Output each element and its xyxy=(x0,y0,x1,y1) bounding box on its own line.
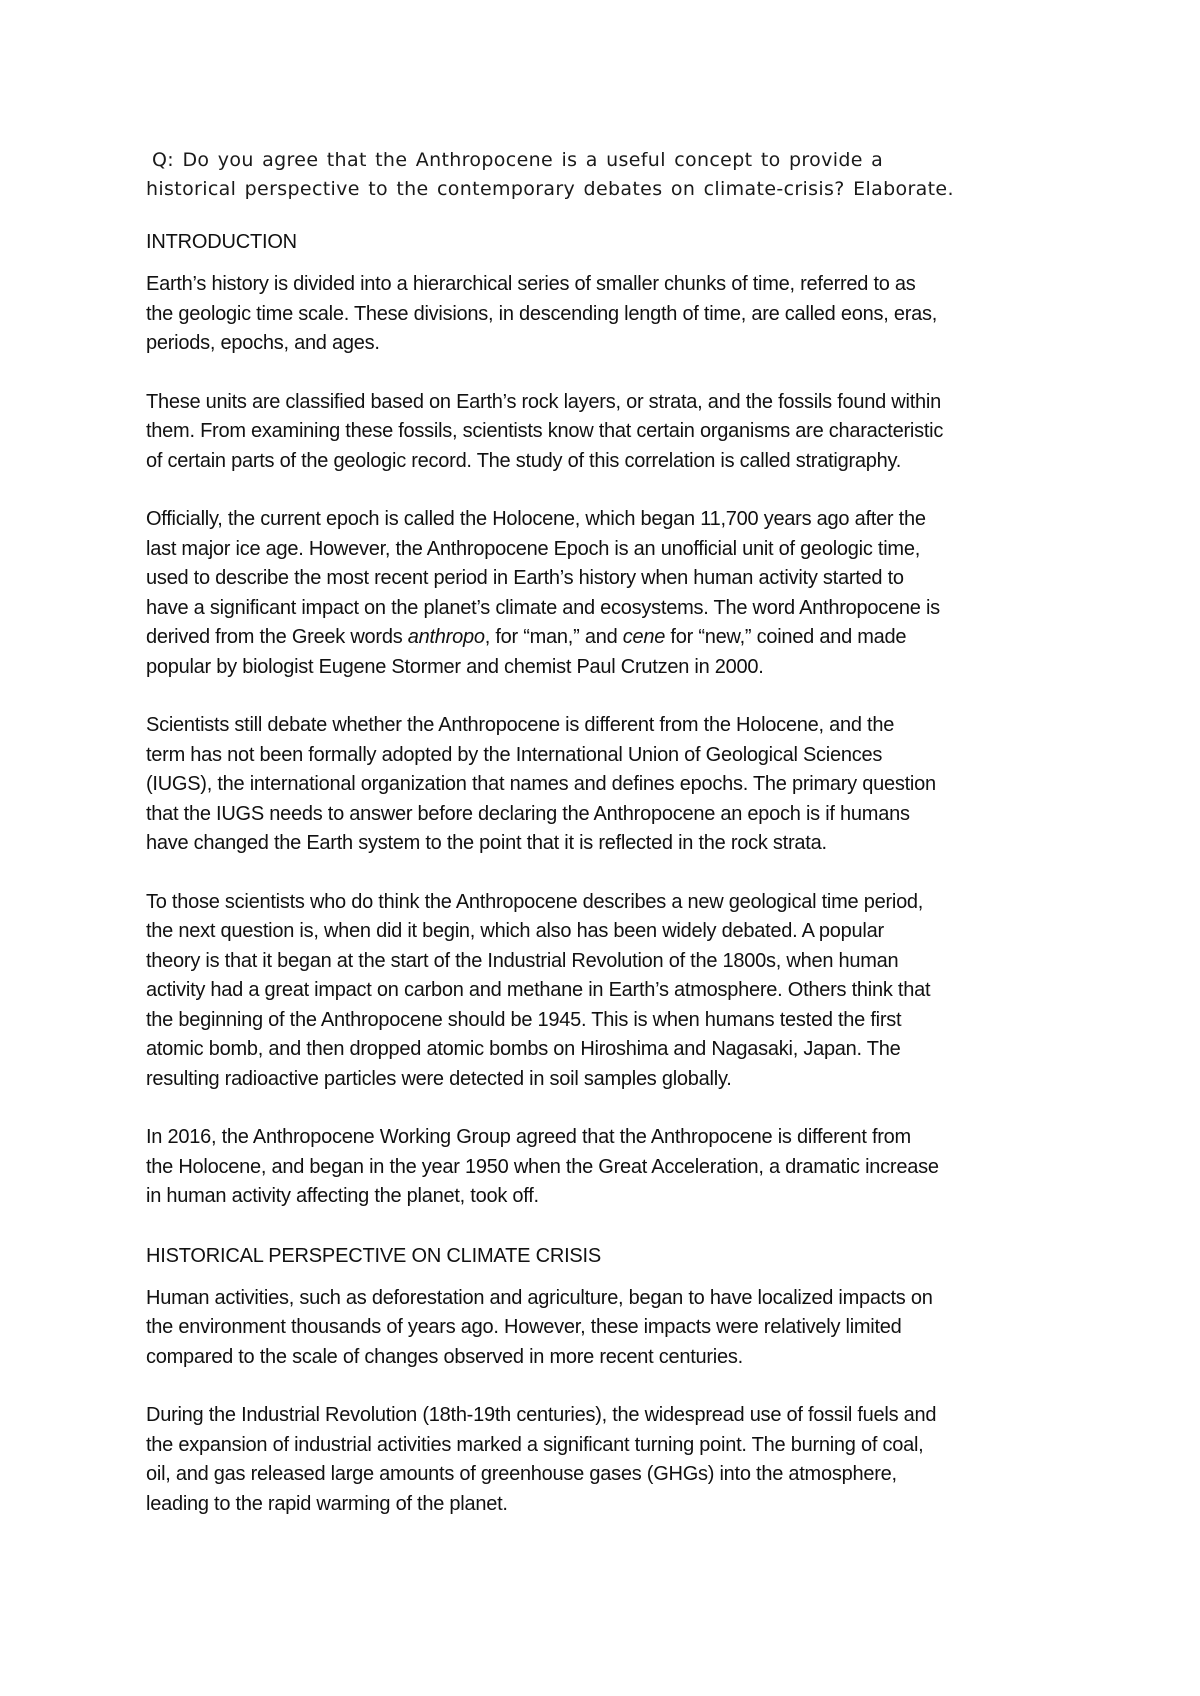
text-line: (IUGS), the international organization that names and defines epochs. The primary question xyxy=(146,773,936,795)
text-line: These units are classified based on Earth’s rock layers, or strata, and the fossils found within xyxy=(146,390,941,413)
text-line: periods, epochs, and ages. xyxy=(146,332,380,354)
text-line: Officially, the current epoch is called the Holocene, which began 11,700 years ago after the xyxy=(146,508,926,530)
section-heading-introduction: INTRODUCTION xyxy=(146,231,297,253)
text-line: the Holocene, and began in the year 1950 when the Great Acceleration, a dramatic increase xyxy=(146,1155,939,1178)
paragraph-iugs-debate xyxy=(146,711,1080,859)
text-line: activity had a great impact on carbon and methane in Earth’s atmosphere. Others think that xyxy=(146,979,931,1001)
italic-term-anthropo: anthropo xyxy=(407,626,485,648)
paragraph-geologic-time-scale xyxy=(146,270,1080,359)
text-line: resulting radioactive particles were detected in soil samples globally. xyxy=(146,1067,732,1090)
text-line: the environment thousands of years ago. However, these impacts were relatively limited xyxy=(146,1316,902,1338)
text-line: In 2016, the Anthropocene Working Group agreed that the Anthropocene is different from xyxy=(146,1126,911,1148)
text-line: the expansion of industrial activities marked a significant turning point. The burning of coal, xyxy=(146,1433,924,1456)
paragraph-holocene-anthropocene xyxy=(146,505,1080,682)
paragraph-beginning-debate xyxy=(146,888,1080,1095)
text-line: atomic bomb, and then dropped atomic bombs on Hiroshima and Nagasaki, Japan. The xyxy=(146,1038,901,1060)
text-line: the next question is, when did it begin, which also has been widely debated. A popular xyxy=(146,920,884,942)
paragraph-stratigraphy xyxy=(146,388,1080,477)
paragraph-industrial-revolution xyxy=(146,1401,1080,1519)
text-line: leading to the rapid warming of the planet. xyxy=(146,1492,508,1515)
text-line: in human activity affecting the planet, took off. xyxy=(146,1185,539,1207)
text-line: oil, and gas released large amounts of greenhouse gases (GHGs) into the atmosphere, xyxy=(146,1463,897,1485)
text-line: To those scientists who do think the Anthropocene describes a new geological time period, xyxy=(146,890,924,913)
question-text xyxy=(146,146,1080,204)
text-line: that the IUGS needs to answer before declaring the Anthropocene an epoch is if humans xyxy=(146,802,910,825)
text-line: During the Industrial Revolution (18th-19th centuries), the widespread use of fossil fuels and xyxy=(146,1404,937,1426)
paragraph-working-group xyxy=(146,1123,1080,1212)
italic-term-cene: cene xyxy=(622,626,666,648)
text-line: popular by biologist Eugene Stormer and chemist Paul Crutzen in 2000. xyxy=(146,655,764,678)
text-run: derived from the Greek words xyxy=(146,626,408,648)
text-line: last major ice age. However, the Anthropocene Epoch is an unofficial unit of geologic time, xyxy=(146,537,921,560)
text-line: compared to the scale of changes observed in more recent centuries. xyxy=(146,1345,743,1368)
text-run: for “new,” coined and made xyxy=(665,626,907,648)
text-line: Scientists still debate whether the Anthropocene is different from the Holocene, and the xyxy=(146,714,895,736)
text-line: have changed the Earth system to the point that it is reflected in the rock strata. xyxy=(146,832,827,854)
text-line: Earth’s history is divided into a hierarchical series of smaller chunks of time, referred to as xyxy=(146,273,916,295)
question-line: Q: Do you agree that the Anthropocene is a useful concept to provide a xyxy=(152,149,884,171)
paragraph-early-human-impact xyxy=(146,1284,1080,1373)
text-line: Human activities, such as deforestation and agriculture, began to have localized impacts on xyxy=(146,1286,933,1309)
text-line: theory is that it began at the start of the Industrial Revolution of the 1800s, when human xyxy=(146,949,899,972)
section-heading-historical-perspective: HISTORICAL PERSPECTIVE ON CLIMATE CRISIS xyxy=(146,1244,602,1267)
text-line: them. From examining these fossils, scientists know that certain organisms are characteristic xyxy=(146,420,944,442)
text-line: of certain parts of the geologic record. The study of this correlation is called stratigraphy. xyxy=(146,449,902,472)
text-line: used to describe the most recent period in Earth’s history when human activity started to xyxy=(146,567,904,589)
question-line: historical perspective to the contemporary debates on climate-crisis? Elaborate. xyxy=(146,178,954,200)
text-run: , for “man,” and xyxy=(484,626,623,648)
text-line-etymology xyxy=(146,623,1080,653)
text-line: the geologic time scale. These divisions, in descending length of time, are called eons, eras, xyxy=(146,302,938,325)
text-line: the beginning of the Anthropocene should be 1945. This is when humans tested the first xyxy=(146,1008,902,1031)
text-line: term has not been formally adopted by the International Union of Geological Sciences xyxy=(146,743,883,766)
text-line: have a significant impact on the planet’s climate and ecosystems. The word Anthropocene is xyxy=(146,596,940,619)
